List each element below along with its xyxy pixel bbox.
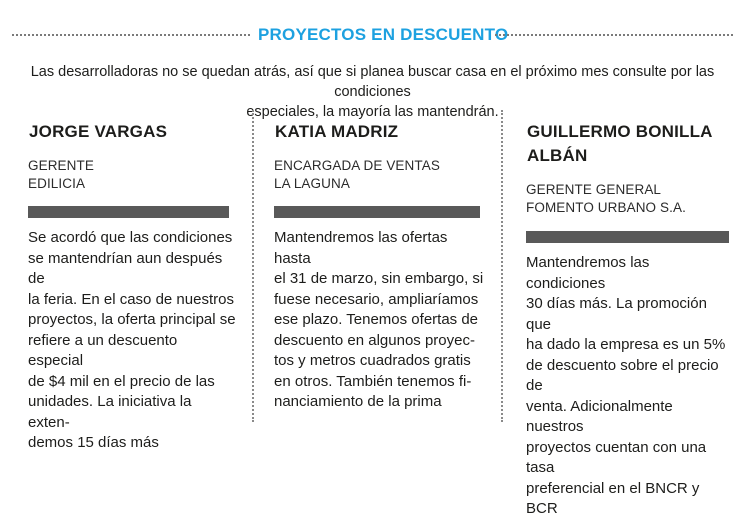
- quote-line: 30 días más. La promoción que: [526, 295, 707, 333]
- role-line: GERENTE GENERAL: [526, 182, 662, 197]
- quote-line: Mantendremos las ofertas hasta: [274, 229, 448, 267]
- quote-line: Mantendremos las condiciones: [526, 254, 650, 292]
- profile-columns: [12, 104, 733, 517]
- quote-line: en otros. También tenemos fi-: [274, 372, 472, 390]
- name-line: GUILLERMO BONILLA: [527, 122, 713, 141]
- quote-line: preferencial en el BNCR y BCR: [526, 479, 700, 517]
- name-line: ALBÁN: [527, 146, 588, 165]
- role-line: FOMENTO URBANO S.A.: [526, 200, 686, 215]
- header-dotted-rule-left: [12, 34, 250, 36]
- profile-card-jorge-vargas: [12, 104, 248, 451]
- quote-line: proyectos, la oferta principal se: [28, 311, 236, 328]
- quote-line: el 31 de marzo, sin embargo, si: [274, 270, 484, 287]
- intro-line: Las desarrolladoras no se quedan atrás, así que si planea buscar casa en el próximo mes consulte por las condiciones: [30, 64, 715, 100]
- role-line: GERENTE: [28, 158, 94, 173]
- quote-line: proyectos cuentan con una tasa: [526, 438, 707, 476]
- column-divider: [252, 110, 254, 422]
- profile-name: KATIA MADRIZ: [275, 122, 399, 141]
- quote-line: de descuento sobre el precio de: [526, 356, 719, 394]
- quote-line: venta. Adicionalmente nuestros: [526, 397, 673, 435]
- quote-line: refiere a un descuento especial: [28, 331, 178, 369]
- role-line: EDILICIA: [28, 176, 86, 191]
- profile-name: JORGE VARGAS: [29, 122, 168, 141]
- quote-line: tos y metros cuadrados gratis: [274, 352, 471, 369]
- role-line: LA LAGUNA: [274, 176, 350, 191]
- column-divider: [501, 110, 503, 422]
- quote-line: la feria. En el caso de nuestros: [28, 290, 234, 308]
- quote-line: ese plazo. Tenemos ofertas de: [274, 311, 479, 328]
- profile-divider-bar: [28, 206, 229, 218]
- quote-line: fuese necesario, ampliaríamos: [274, 290, 479, 308]
- quote-line: descuento en algunos proyec-: [274, 331, 475, 349]
- profile-name: [510, 120, 733, 168]
- quote-line: Se acordó que las condiciones: [28, 229, 233, 246]
- quote-line: nanciamiento de la prima: [274, 393, 442, 410]
- profile-role: [510, 181, 733, 217]
- quote-line: de $4 mil en el precio de las: [28, 372, 215, 390]
- quote-line: unidades. La iniciativa la exten-: [28, 393, 192, 431]
- quote-line: se mantendrían aun después de: [28, 249, 223, 287]
- header-dotted-rule-right: [495, 34, 733, 36]
- profile-quote: [258, 228, 490, 413]
- profile-quote: [510, 253, 733, 520]
- profile-role: [12, 157, 248, 193]
- profile-role: [258, 157, 498, 193]
- profile-quote: [12, 228, 242, 454]
- profile-card-guillermo-bonilla: [510, 104, 733, 517]
- quote-line: demos 15 días más: [28, 434, 159, 451]
- section-header: [12, 22, 733, 48]
- role-line: ENCARGADA DE VENTAS: [274, 158, 440, 173]
- section-title: PROYECTOS EN DESCUENTO: [258, 25, 509, 44]
- profile-card-katia-madriz: [258, 104, 498, 410]
- profile-divider-bar: [274, 206, 480, 218]
- profile-divider-bar: [526, 231, 729, 243]
- quote-line: ha dado la empresa es un 5%: [526, 336, 726, 353]
- intro-line: especiales, la mayoría las mantendrán.: [246, 104, 499, 120]
